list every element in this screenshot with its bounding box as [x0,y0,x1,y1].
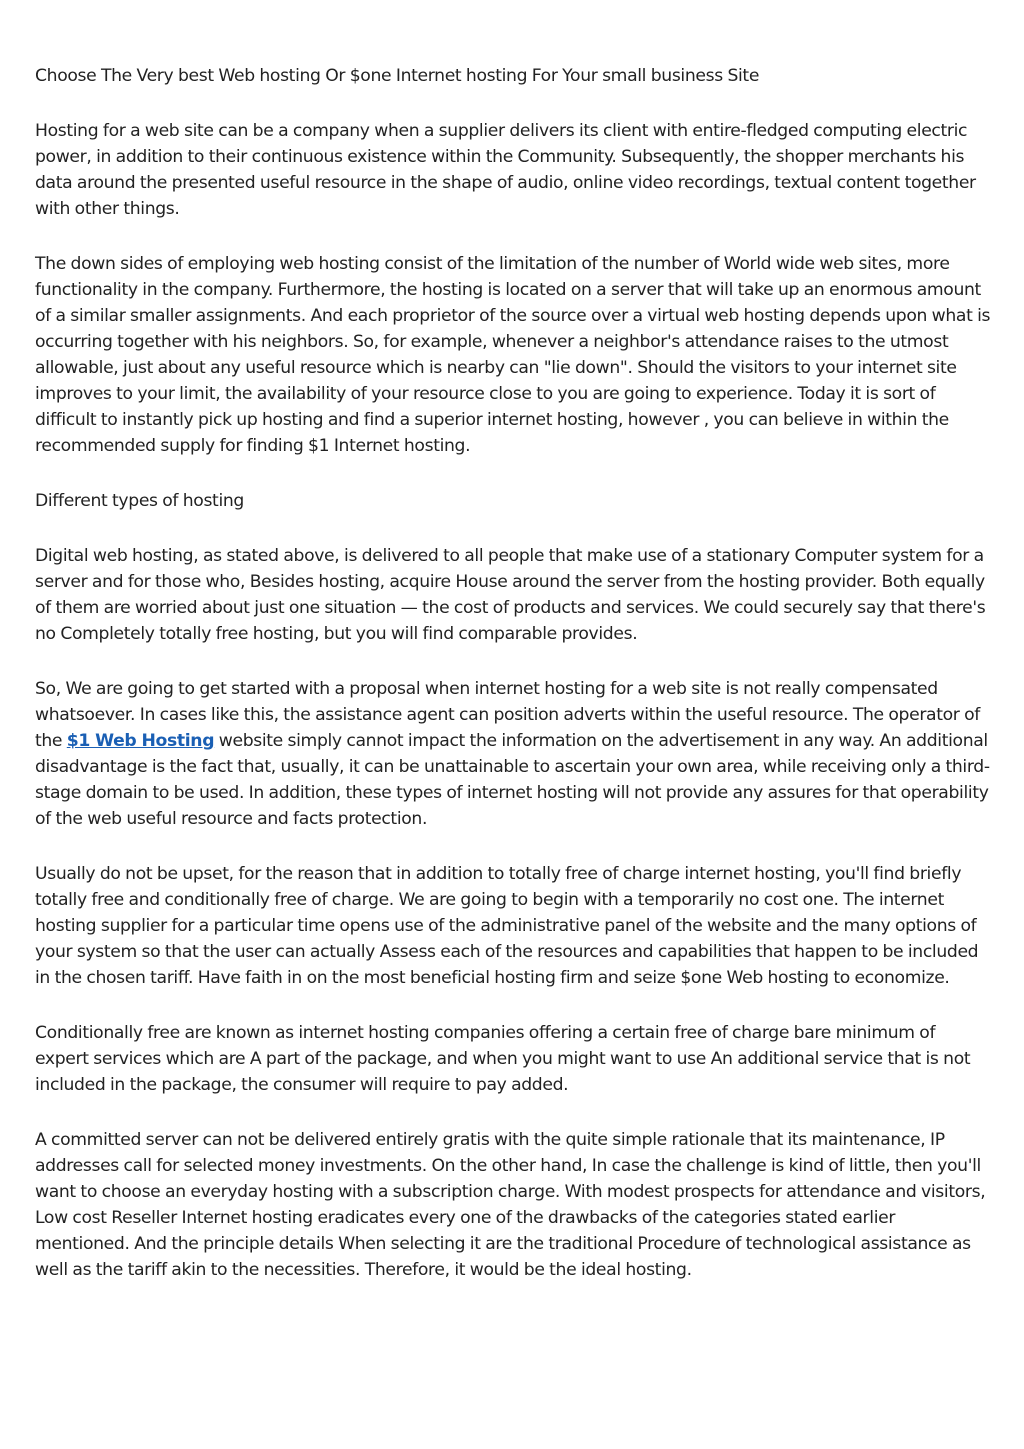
one-dollar-web-hosting-link[interactable]: $1 Web Hosting [66,731,215,751]
document-title: Choose The Very best Web hosting Or $one Internet hosting For Your small business Site [35,66,760,86]
paragraph-free-hosting-text-after: website simply cannot impact the information on the advertisement in any way. An additional disadvantage is the fact that, usually, it can be unattainable to ascertain your own area, while receiving only a third-stage domain to be used. In addition, these types of internet hosting will not provide any assures for that operability of the web useful resource and facts protection. [35,731,990,829]
paragraph-free-hosting [35,676,992,832]
section-heading-types: Different types of hosting [35,491,244,511]
paragraph-conditionally-free: Conditionally free are known as internet hosting companies offering a certain free of charge bare minimum of expert services which are A part of the package, and when you might want to use An additional service that is not included in the package, the consumer will require to pay added. [35,1023,971,1095]
paragraph-dedicated-server: A committed server can not be delivered entirely gratis with the quite simple rationale that its maintenance, IP addresses call for selected money investments. On the other hand, In case the challenge is kind of little, then you'll want to choose an everyday hosting with a subscription charge. With modest prospects for attendance and visitors, Low cost Reseller Internet hosting eradicates every one of the drawbacks of the categories stated earlier mentioned. And the principle details When selecting it are the traditional Procedure of technological assistance as well as the tariff akin to the necessities. Therefore, it would be the ideal hosting. [35,1130,986,1280]
paragraph-digital-hosting: Digital web hosting, as stated above, is delivered to all people that make use of a stationary Computer system for a server and for those who, Besides hosting, acquire House around the server from the hosting provider. Both equally of them are worried about just one situation — the cost of products and services. We could securely say that there's no Completely totally free hosting, but you will find comparable provides. [35,546,986,644]
paragraph-free-hosting-text-before: So, We are going to get started with a proposal when internet hosting for a web site is not really compensated whatsoever. In cases like this, the assistance agent can position adverts within the useful resource. The operator of the [35,679,980,751]
document-page [35,63,992,1312]
paragraph-temporary-free: Usually do not be upset, for the reason that in addition to totally free of charge internet hosting, you'll find briefly totally free and conditionally free of charge. We are going to begin with a temporarily no cost one. The internet hosting supplier for a particular time opens use of the administrative panel of the website and the many options of your system so that the user can actually Assess each of the resources and capabilities that happen to be included in the chosen tariff. Have faith in on the most beneficial hosting firm and seize $one Web hosting to economize. [35,864,979,988]
paragraph-downsides: The down sides of employing web hosting consist of the limitation of the number of World wide web sites, more functionality in the company. Furthermore, the hosting is located on a server that will take up an enormous amount of a similar smaller assignments. And each proprietor of the source over a virtual web hosting depends upon what is occurring together with his neighbors. So, for example, whenever a neighbor's attendance raises to the utmost allowable, just about any useful resource which is nearby can "lie down". Should the visitors to your internet site improves to your limit, the availability of your resource close to you are going to experience. Today it is sort of difficult to instantly pick up hosting and find a superior internet hosting, however , you can believe in within the recommended supply for finding $1 Internet hosting. [35,254,991,456]
paragraph-intro: Hosting for a web site can be a company when a supplier delivers its client with entire-fledged computing electric power, in addition to their continuous existence within the Community. Subsequently, the shopper merchants his data around the presented useful resource in the shape of audio, online video recordings, textual content together with other things. [35,121,976,219]
